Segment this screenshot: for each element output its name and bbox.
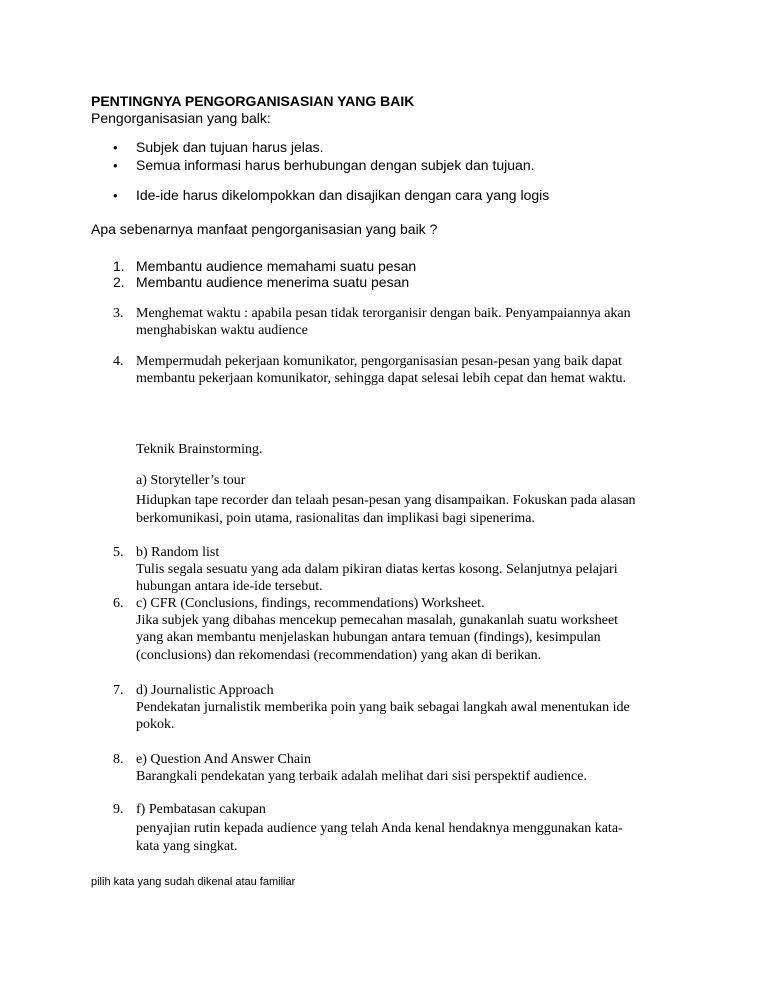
brainstorming-title: Teknik Brainstorming. [136,442,263,457]
technique-line: Pendekatan jurnalistik memberika poin yang baik sebagai langkah awal menentukan ide [136,700,630,715]
list-number: 8. [113,752,124,767]
list-item-line: Menghemat waktu : apabila pesan tidak terorganisir dengan baik. Penyampaiannya akan [136,306,631,321]
technique-line: Jika subjek yang dibahas mencekup pemecahan masalah, gunakanlah suatu worksheet [136,613,619,628]
list-number: 9. [113,802,124,817]
question-text: Apa sebenarnya manfaat pengorganisasian yang baik ? [91,221,438,237]
technique-label: b) Random list [136,545,220,560]
list-number: 3. [113,306,124,321]
list-number: 6. [113,596,124,611]
bullet-icon: • [113,188,118,203]
technique-line: yang akan membantu menjelaskan hubungan antara temuan (findings), kesimpulan [136,630,601,645]
bullet-icon: • [113,158,118,173]
subheading: Pengorganisasian yang balk: [91,110,271,126]
technique-label: e) Question And Answer Chain [136,752,311,767]
technique-line: Hidupkan tape recorder dan telaah pesan-pesan yang disampaikan. Fokuskan pada alasan [136,493,636,508]
technique-line: penyajian rutin kepada audience yang telah Anda kenal hendaknya menggunakan kata- [136,821,623,836]
technique-line: hubungan antara ide-ide tersebut. [136,579,323,594]
list-item-line: Mempermudah pekerjaan komunikator, pengorganisasian pesan-pesan yang baik dapat [136,354,622,369]
list-item: Membantu audience memahami suatu pesan [136,258,417,274]
document-heading: PENTINGNYA PENGORGANISASIAN YANG BAIK [91,93,415,109]
technique-line: berkomunikasi, poin utama, rasionalitas dan implikasi bagi sipenerima. [136,511,535,526]
technique-label: c) CFR (Conclusions, findings, recommendations) Worksheet. [136,596,485,611]
list-item-line: menghabiskan waktu audience [136,323,308,338]
footer-note: pilih kata yang sudah dikenal atau familiar [91,876,296,888]
bullet-item: Semua informasi harus berhubungan dengan subjek dan tujuan. [136,157,535,173]
list-number: 1. [113,258,125,274]
technique-line: kata yang singkat. [136,839,238,854]
list-number: 5. [113,545,124,560]
list-item-line: membantu pekerjaan komunikator, sehingga dapat selesai lebih cepat dan hemat waktu. [136,371,627,386]
bullet-icon: • [113,140,118,155]
technique-line: Barangkali pendekatan yang terbaik adalah melihat dari sisi perspektif audience. [136,769,587,784]
technique-line: Tulis segala sesuatu yang ada dalam pikiran diatas kertas kosong. Selanjutnya pelajari [136,562,618,577]
technique-line: pokok. [136,717,175,732]
technique-label: f) Pembatasan cakupan [136,802,266,817]
technique-line: (conclusions) dan rekomendasi (recommendation) yang akan di berikan. [136,648,542,663]
list-number: 2. [113,274,125,290]
bullet-item: Subjek dan tujuan harus jelas. [136,139,324,155]
technique-label: d) Journalistic Approach [136,683,274,698]
list-number: 7. [113,683,124,698]
list-item: Membantu audience menerima suatu pesan [136,274,410,290]
list-number: 4. [113,354,124,369]
bullet-item: Ide-ide harus dikelompokkan dan disajikan dengan cara yang logis [136,187,550,203]
technique-label: a) Storyteller’s tour [136,473,246,488]
